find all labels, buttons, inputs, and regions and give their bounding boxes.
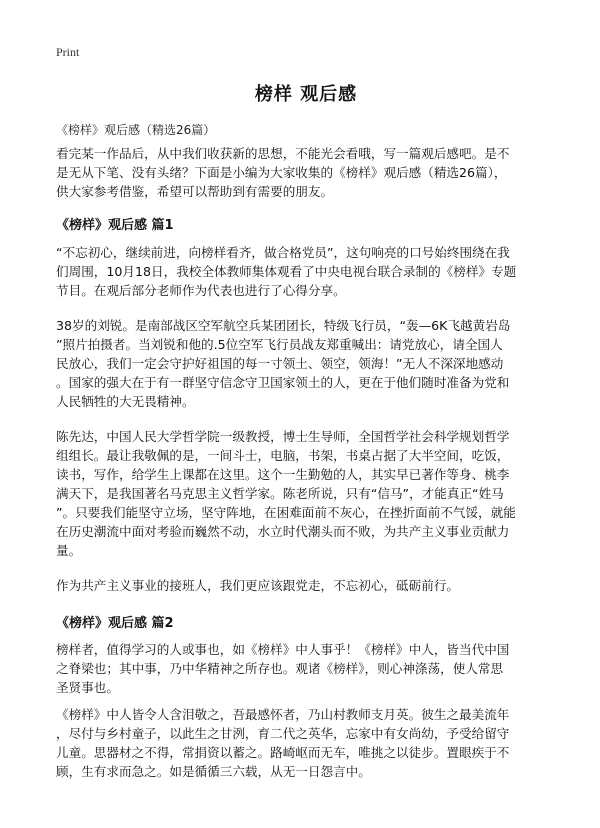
text-line: 满天下，是我国著名马克思主义哲学家。陈老所说，只有“信马”，才能真正“姓马	[56, 486, 504, 501]
text-line: 量。	[56, 543, 82, 558]
text-line: 榜样者，值得学习的人或事也，如《榜样》中人事乎！《榜样》中人，皆当代中国	[56, 642, 510, 657]
text-line: ”照片拍摄者。当刘锐和他的.5位空军飞行员战友郑重喊出：请党放心，请全国人	[56, 337, 503, 352]
print-link[interactable]: Print	[56, 45, 80, 59]
text-line: 圣贤事也。	[56, 680, 119, 695]
text-line: ，尽付与乡村童子，以此生之甘洌，育二代之英华，忘家中有女尚幼，予受给留守	[56, 726, 510, 741]
text-line: 是无从下笔、没有头绪？下面是小编为大家收集的《榜样》观后感（精选26篇），	[56, 165, 507, 180]
article-subtitle: 《榜样》观后感（精选26篇）	[56, 123, 216, 137]
text-line: 组组长。最让我敬佩的是，一间斗士，电脑，书架，书桌占据了大半空间，吃饭，	[56, 448, 510, 463]
text-line: 之脊梁也；其中事，乃中华精神之所存也。观诸《榜样》，则心神涤荡，使人常思	[56, 661, 504, 676]
paragraph	[56, 640, 556, 697]
text-line: 看完某一作品后，从中我们收获新的思想，不能光会看哦，写一篇观后感吧。是不	[56, 146, 510, 161]
paragraph	[56, 316, 556, 411]
text-line: ”。只要我们能坚守立场，坚守阵地，在困难面前不灰心，在挫折面前不气馁，就能	[56, 505, 516, 520]
text-line: 在历史潮流中面对考验而巍然不动，水立时代潮头而不败，为共产主义事业贡献力	[56, 524, 510, 539]
text-line: 供大家参考借鉴，希望可以帮助到有需要的朋友。	[56, 184, 334, 199]
paragraph	[56, 705, 556, 781]
intro-paragraph	[56, 144, 556, 201]
text-line: 读书，写作，给学生上课都在这里。这个一生勤勉的人，其实早已著作等身、桃李	[56, 467, 510, 482]
text-line: 们周围，10月18日，我校全体教师集体观看了中央电视台联合录制的《榜样》专题	[56, 264, 517, 279]
text-line: 《榜样》中人皆令人含泪敬之，吾最感怀者，乃山村教师支月英。彼生之最美流年	[56, 707, 510, 722]
text-line: 陈先达，中国人民大学哲学院一级教授，博士生导师，全国哲学社会科学规划哲学	[56, 429, 510, 444]
paragraph	[56, 427, 556, 560]
paragraph	[56, 576, 556, 595]
page-title: 榜样 观后感	[254, 84, 358, 105]
text-line: “不忘初心，继续前进，向榜样看齐，做合格党员”，这句响亮的口号始终围绕在我	[56, 245, 510, 260]
text-line: 节目。在观后部分老师作为代表也进行了心得分享。	[56, 283, 346, 298]
section-heading-1: 《榜样》观后感 篇1	[56, 218, 174, 233]
section-heading-2: 《榜样》观后感 篇2	[56, 616, 174, 631]
text-line: 人民牺牲的大无畏精神。	[56, 394, 195, 409]
text-line: 顾，生有求而急之。如是循循三六载，从无一日怨言中。	[56, 764, 371, 779]
text-line: 儿童。思器材之不得，常捐资以蓄之。路崎岖而无车，唯挑之以徒步。置眼疾于不	[56, 745, 510, 760]
text-line: 38岁的刘锐。是南部战区空军航空兵某团团长，特级飞行员，“轰—6K飞越黄岩岛	[56, 318, 511, 333]
paragraph	[56, 243, 556, 300]
text-line: 作为共产主义事业的接班人，我们更应该跟党走，不忘初心，砥砺前行。	[56, 578, 459, 593]
text-line: 。国家的强大在于有一群坚守信念守卫国家领土的人，更在于他们随时准备为党和	[56, 375, 510, 390]
text-line: 民放心，我们一定会守护好祖国的每一寸领土、领空，领海！”无人不深深地感动	[56, 356, 504, 371]
